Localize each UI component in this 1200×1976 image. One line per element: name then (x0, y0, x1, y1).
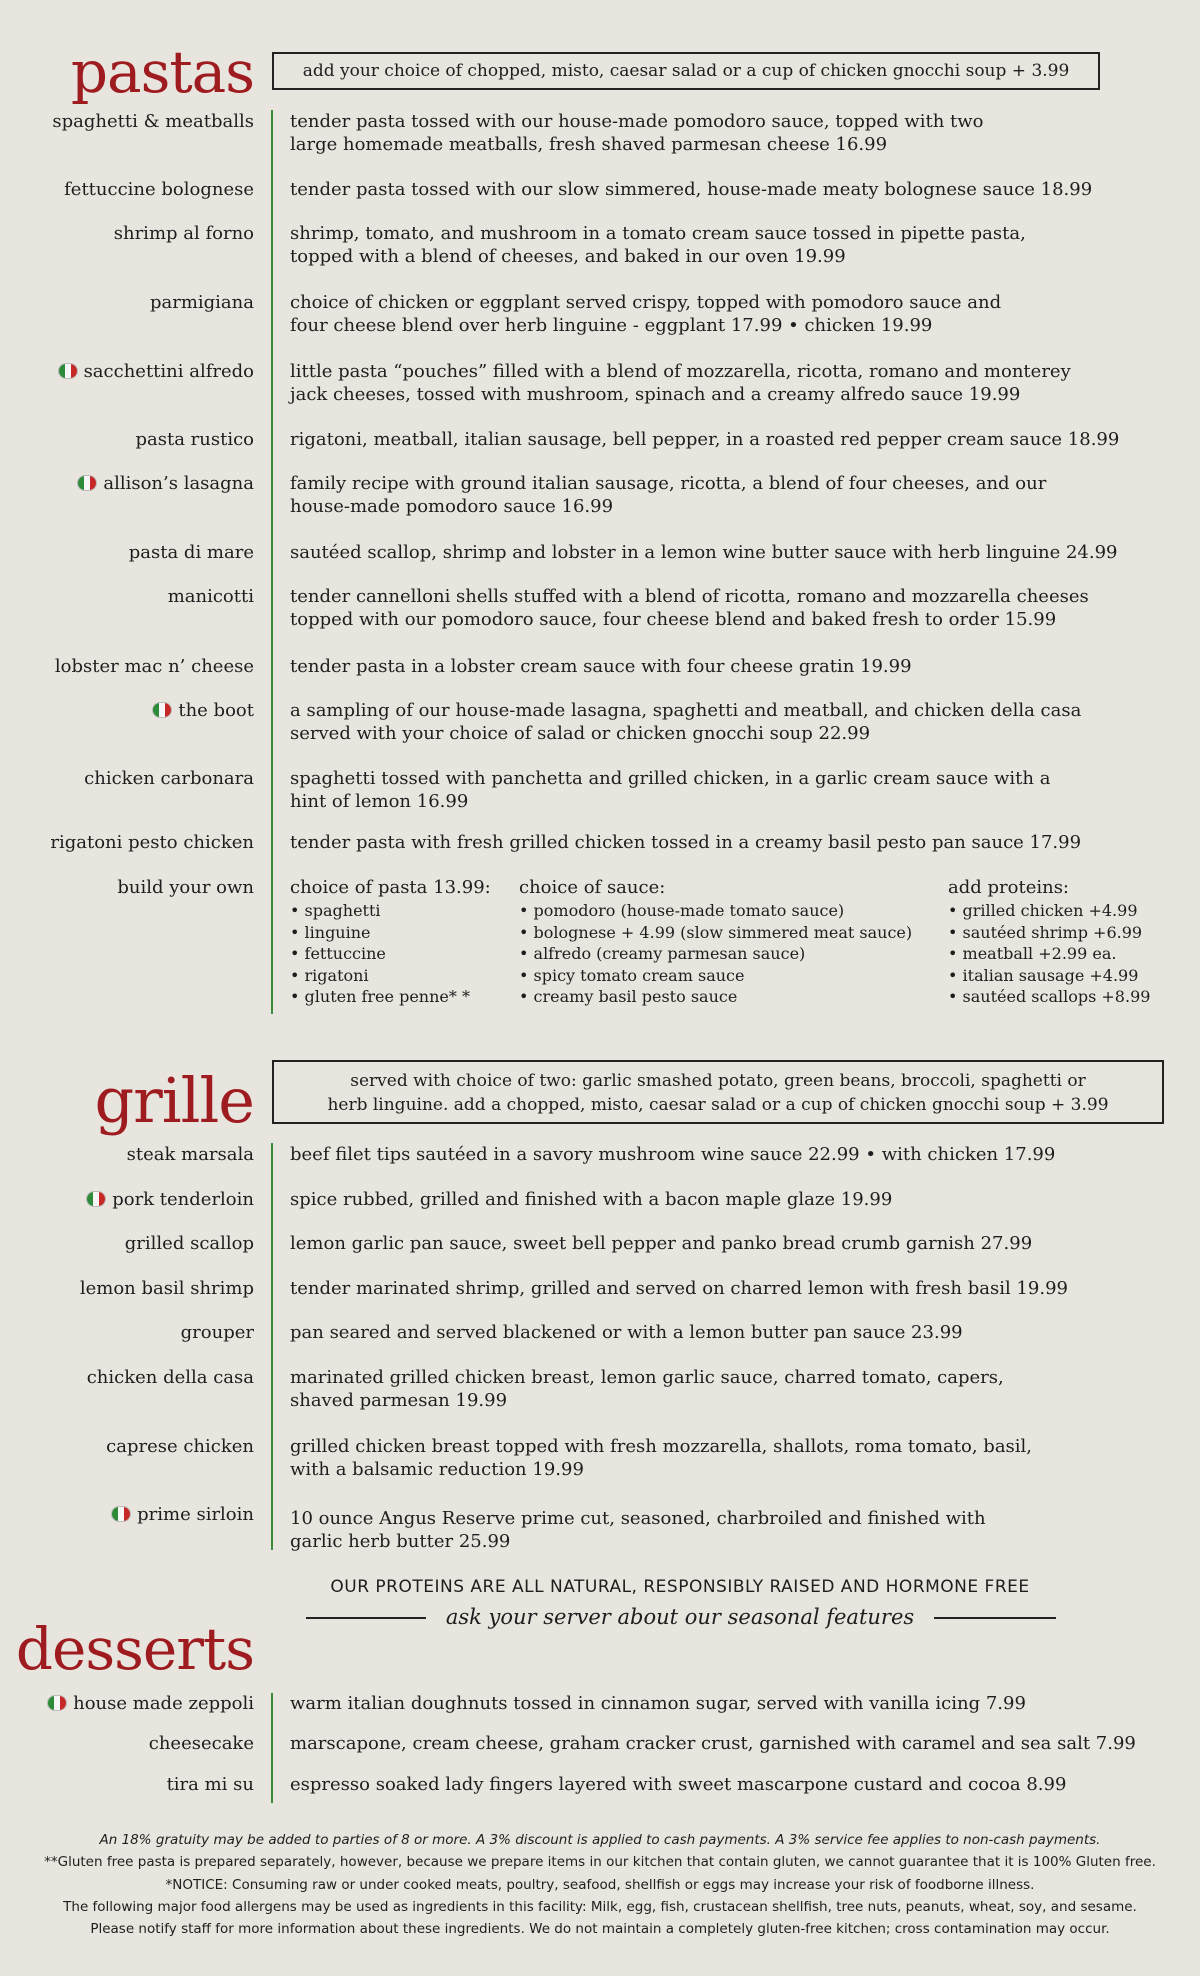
pastas-note (272, 52, 1100, 90)
desserts-title: desserts (15, 1615, 254, 1683)
item-name: grilled scallop (124, 1233, 254, 1254)
italian-flag-icon (59, 364, 77, 378)
item-name: lemon basil shrimp (79, 1278, 254, 1299)
raw-food-notice: *NOTICE: Consuming raw or under cooked meats, poultry, seafood, shellfish or eggs may increase your risk of foodborne illness. (165, 1877, 1035, 1893)
item-name-wrap (112, 1503, 254, 1526)
item-description (290, 1277, 1190, 1300)
item-name-wrap (87, 1188, 254, 1211)
item-description (290, 1188, 1190, 1211)
item-name-wrap (153, 699, 254, 722)
item-description (290, 360, 1190, 406)
cross-contamination-notice: Please notify staff for more information about these ingredients. We do not maintain a completely gluten-free kitchen; cross contamination may occur. (90, 1921, 1110, 1937)
pastas-title: pastas (70, 38, 254, 106)
item-name: the boot (178, 700, 254, 721)
description-line: rigatoni, meatball, italian sausage, bell pepper, in a roasted red pepper cream sauce 18.99 (290, 429, 1120, 450)
italian-flag-icon (87, 1192, 105, 1206)
description-line: 10 ounce Angus Reserve prime cut, seasoned, charbroiled and finished with (290, 1508, 986, 1529)
item-name-wrap (59, 360, 254, 383)
description-line: tender cannelloni shells stuffed with a blend of ricotta, romano and mozzarella cheeses (290, 586, 1089, 607)
item-name-wrap (78, 472, 254, 495)
gluten-notice: **Gluten free pasta is prepared separately, however, because we prepare items in our kitchen that contain gluten, we cannot guarantee that it is 100% Gluten free. (44, 1854, 1156, 1870)
item-description (290, 1321, 1190, 1344)
item-description (290, 472, 1190, 518)
description-line: topped with our pomodoro sauce, four cheese blend and baked fresh to order 15.99 (290, 609, 1057, 630)
banner-rule-left (306, 1617, 426, 1619)
description-line: sautéed scallop, shrimp and lobster in a lemon wine butter sauce with herb linguine 24.99 (290, 542, 1118, 563)
description-line: tender pasta with fresh grilled chicken tossed in a creamy basil pesto pan sauce 17.99 (290, 832, 1082, 853)
italian-flag-icon (48, 1696, 66, 1710)
description-line: family recipe with ground italian sausage, ricotta, a blend of four cheeses, and our (290, 473, 1047, 494)
item-name: rigatoni pesto chicken (50, 832, 254, 853)
option: • creamy basil pesto sauce (519, 987, 738, 1006)
item-description (290, 1366, 1190, 1412)
item-description (290, 831, 1190, 854)
option: • bolognese + 4.99 (slow simmered meat sauce) (519, 922, 913, 942)
grille-divider (271, 1143, 273, 1550)
item-description (290, 222, 1190, 268)
description-line: lemon garlic pan sauce, sweet bell pepper and panko bread crumb garnish 27.99 (290, 1233, 1033, 1254)
item-name: sacchettini alfredo (83, 361, 254, 382)
option: • alfredo (creamy parmesan sauce) (519, 944, 806, 963)
item-description (290, 291, 1190, 337)
item-name: manicotti (167, 586, 254, 607)
option: • rigatoni (290, 965, 369, 985)
description-line: beef filet tips sautéed in a savory mushroom wine sauce 22.99 • with chicken 17.99 (290, 1144, 1056, 1165)
pasta-choices (290, 876, 491, 1008)
item-name: cheesecake (148, 1733, 254, 1754)
description-line: served with your choice of salad or chicken gnocchi soup 22.99 (290, 723, 871, 744)
description-line: choice of chicken or eggplant served crispy, topped with pomodoro sauce and (290, 292, 1002, 313)
item-description (290, 428, 1190, 451)
pastas-note-text: add your choice of chopped, misto, caesar salad or a cup of chicken gnocchi soup + 3.99 (302, 61, 1070, 81)
item-name: chicken della casa (86, 1367, 254, 1388)
item-description (290, 110, 1190, 156)
pasta-heading: choice of pasta 13.99: (290, 877, 491, 898)
desserts-divider (271, 1693, 273, 1803)
protein-choices (948, 876, 1150, 1008)
description-line: garlic herb butter 25.99 (290, 1531, 511, 1552)
item-description (290, 655, 1190, 678)
grille-note-line: served with choice of two: garlic smashed potato, green beans, broccoli, spaghetti or (350, 1071, 1086, 1091)
item-name: house made zeppoli (73, 1693, 254, 1714)
item-description (290, 699, 1190, 745)
option: • sautéed shrimp +6.99 (948, 922, 1143, 942)
description-line: house-made pomodoro sauce 16.99 (290, 496, 614, 517)
item-name: spaghetti & meatballs (52, 111, 254, 132)
item-name-wrap (48, 1692, 254, 1715)
description-line: hint of lemon 16.99 (290, 791, 469, 812)
description-line: tender marinated shrimp, grilled and served on charred lemon with fresh basil 19.99 (290, 1278, 1068, 1299)
option: • linguine (290, 922, 371, 942)
item-name: pork tenderloin (112, 1189, 254, 1210)
item-name: tira mi su (166, 1774, 254, 1795)
item-name: shrimp al forno (113, 223, 254, 244)
description-line: marscapone, cream cheese, graham cracker crust, garnished with caramel and sea salt 7.99 (290, 1733, 1136, 1754)
description-line: spice rubbed, grilled and finished with a bacon maple glaze 19.99 (290, 1189, 893, 1210)
item-description (290, 1232, 1190, 1255)
item-name: steak marsala (126, 1144, 254, 1165)
description-line: jack cheeses, tossed with mushroom, spinach and a creamy alfredo sauce 19.99 (290, 384, 1021, 405)
option: • grilled chicken +4.99 (948, 901, 1138, 920)
item-description (290, 1143, 1190, 1166)
item-description (290, 1507, 1190, 1553)
italian-flag-icon (153, 703, 171, 717)
item-name: fettuccine bolognese (64, 179, 254, 200)
proteins-banner: OUR PROTEINS ARE ALL NATURAL, RESPONSIBLY RAISED AND HORMONE FREE (330, 1577, 1030, 1597)
description-line: large homemade meatballs, fresh shaved parmesan cheese 16.99 (290, 134, 888, 155)
item-description (290, 767, 1190, 813)
item-description (290, 541, 1190, 564)
description-line: four cheese blend over herb linguine - eggplant 17.99 • chicken 19.99 (290, 315, 933, 336)
description-line: tender pasta tossed with our house-made pomodoro sauce, topped with two (290, 111, 984, 132)
description-line: pan seared and served blackened or with a lemon butter pan sauce 23.99 (290, 1322, 963, 1343)
option: • pomodoro (house-made tomato sauce) (519, 901, 845, 920)
description-line: a sampling of our house-made lasagna, spaghetti and meatball, and chicken della casa (290, 700, 1082, 721)
description-line: topped with a blend of cheeses, and baked in our oven 19.99 (290, 246, 846, 267)
description-line: tender pasta in a lobster cream sauce with four cheese gratin 19.99 (290, 656, 912, 677)
description-line: shrimp, tomato, and mushroom in a tomato cream sauce tossed in pipette pasta, (290, 223, 1026, 244)
item-name: grouper (180, 1322, 254, 1343)
option: • spicy tomato cream sauce (519, 965, 745, 985)
item-description (290, 1732, 1190, 1755)
option: • fettuccine (290, 944, 386, 963)
option: • spaghetti (290, 901, 381, 920)
description-line: tender pasta tossed with our slow simmered, house-made meaty bolognese sauce 18.99 (290, 179, 1093, 200)
description-line: warm italian doughnuts tossed in cinnamon sugar, served with vanilla icing 7.99 (290, 1693, 1026, 1714)
item-name: chicken carbonara (84, 768, 254, 789)
item-description (290, 585, 1190, 631)
grille-note-line: herb linguine. add a chopped, misto, caesar salad or a cup of chicken gnocchi soup + 3.99 (327, 1095, 1109, 1115)
item-name: prime sirloin (137, 1504, 254, 1525)
item-name: parmigiana (149, 292, 254, 313)
option: • sautéed scallops +8.99 (948, 987, 1151, 1006)
item-description (290, 178, 1190, 201)
description-line: with a balsamic reduction 19.99 (290, 1459, 584, 1480)
description-line: espresso soaked lady fingers layered with sweet mascarpone custard and cocoa 8.99 (290, 1774, 1067, 1795)
item-name: build your own (117, 877, 254, 898)
seasonal-banner: ask your server about our seasonal features (445, 1605, 915, 1629)
item-name: pasta di mare (128, 542, 254, 563)
grille-title: grille (94, 1064, 254, 1137)
item-description (290, 1773, 1190, 1796)
description-line: shaved parmesan 19.99 (290, 1390, 508, 1411)
option: • meatball +2.99 ea. (948, 944, 1117, 963)
item-name: lobster mac n’ cheese (54, 656, 254, 677)
allergen-notice: The following major food allergens may be used as ingredients in this facility: Milk, egg, fish, crustacean shellfish, tree nuts, peanuts, wheat, soy, and sesame. (63, 1899, 1137, 1915)
grille-note (272, 1060, 1164, 1124)
item-description (290, 1692, 1190, 1715)
italian-flag-icon (78, 476, 96, 490)
option: • gluten free penne* * (290, 987, 470, 1006)
item-name: pasta rustico (135, 429, 254, 450)
option: • italian sausage +4.99 (948, 965, 1139, 985)
item-name: allison’s lasagna (103, 473, 254, 494)
sauce-heading: choice of sauce: (519, 877, 666, 898)
sauce-choices (519, 876, 912, 1008)
italian-flag-icon (112, 1507, 130, 1521)
item-name: caprese chicken (106, 1436, 254, 1457)
description-line: marinated grilled chicken breast, lemon garlic sauce, charred tomato, capers, (290, 1367, 1004, 1388)
description-line: grilled chicken breast topped with fresh mozzarella, shallots, roma tomato, basil, (290, 1436, 1033, 1457)
proteins-heading: add proteins: (948, 877, 1069, 898)
gratuity-notice: An 18% gratuity may be added to parties of 8 or more. A 3% discount is applied to cash payments. A 3% service fee applies to non-cash payments. (99, 1832, 1101, 1848)
pastas-divider (271, 110, 273, 1014)
description-line: little pasta “pouches” filled with a blend of mozzarella, ricotta, romano and monterey (290, 361, 1071, 382)
banner-rule-right (934, 1617, 1056, 1619)
item-description (290, 1435, 1190, 1481)
description-line: spaghetti tossed with panchetta and grilled chicken, in a garlic cream sauce with a (290, 768, 1051, 789)
